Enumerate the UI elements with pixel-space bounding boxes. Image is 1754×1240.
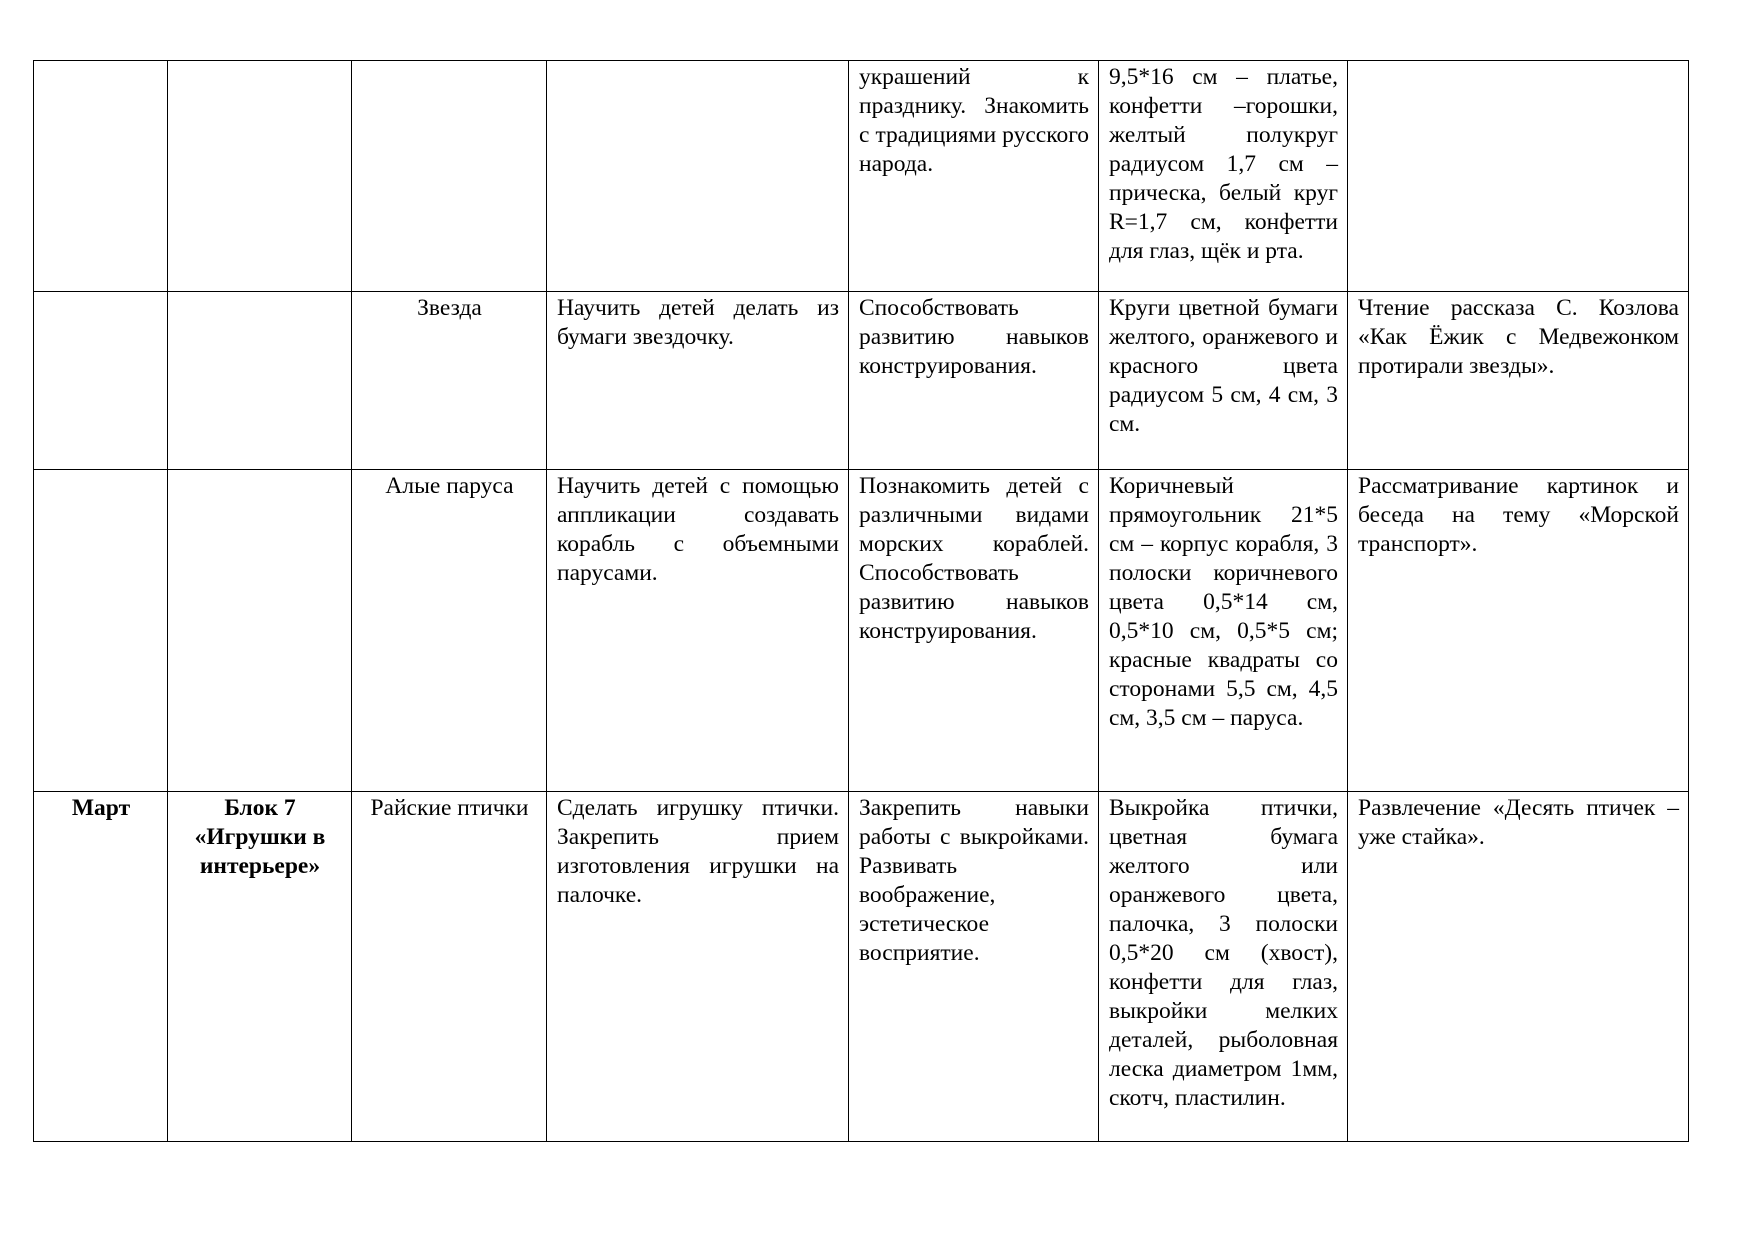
- tasks-cell: украшений к празднику. Знакомить с традициями русского народа.: [849, 61, 1099, 292]
- block-cell: [168, 470, 352, 792]
- tasks-cell: Познакомить детей с различными видами морских кораблей. Способствовать развитию навыков конструирования.: [849, 470, 1099, 792]
- goal-cell: Сделать игрушку птички. Закрепить прием изготовления игрушки на палочке.: [547, 792, 849, 1142]
- topic-cell: Райские птички: [352, 792, 547, 1142]
- month-cell: [34, 61, 168, 292]
- tasks-cell: Закрепить навыки работы с выкройками. Развивать воображение, эстетическое восприятие.: [849, 792, 1099, 1142]
- block-cell: [168, 61, 352, 292]
- block-cell: [168, 792, 352, 1142]
- topic-cell: Алые паруса: [352, 470, 547, 792]
- topic-cell: Звезда: [352, 292, 547, 470]
- goal-cell: Научить детей делать из бумаги звездочку.: [547, 292, 849, 470]
- block-number: Блок 7: [224, 795, 296, 821]
- materials-cell: 9,5*16 см – платье, конфетти –горошки, желтый полукруг радиусом 1,7 см – прическа, белый круг R=1,7 см, конфетти для глаз, щёк и рта.: [1099, 61, 1348, 292]
- materials-cell: Круги цветной бумаги желтого, оранжевого и красного цвета радиусом 5 см, 4 см, 3 см.: [1099, 292, 1348, 470]
- block-cell: [168, 292, 352, 470]
- month-cell: [34, 470, 168, 792]
- activity-cell: [1348, 61, 1689, 292]
- materials-cell: Выкройка птички, цветная бумага желтого или оранжевого цвета, палочка, 3 полоски 0,5*20 см (хвост), конфетти для глаз, выкройки мелких деталей, рыболовная леска диаметром 1мм, скотч, пластилин.: [1099, 792, 1348, 1142]
- month-cell: [34, 292, 168, 470]
- activity-cell: Развлечение «Десять птичек – уже стайка».: [1348, 792, 1689, 1142]
- activity-cell: Рассматривание картинок и беседа на тему «Морской транспорт».: [1348, 470, 1689, 792]
- block-title-line-2: интерьере»: [199, 853, 321, 879]
- lesson-plan-table: [33, 60, 1689, 1142]
- activity-cell: Чтение рассказа С. Козлова «Как Ёжик с Медвежонком протирали звезды».: [1348, 292, 1689, 470]
- table-row: [34, 292, 1689, 470]
- materials-cell: Коричневый прямоугольник 21*5 см – корпус корабля, 3 полоски коричневого цвета 0,5*14 см, 0,5*10 см, 0,5*5 см; красные квадраты со сторонами 5,5 см, 4,5 см, 3,5 см – паруса.: [1099, 470, 1348, 792]
- goal-cell: [547, 61, 849, 292]
- block-title-line-1: «Игрушки в: [194, 824, 326, 850]
- topic-cell: [352, 61, 547, 292]
- goal-cell: Научить детей с помощью аппликации создавать корабль с объемными парусами.: [547, 470, 849, 792]
- table-row: [34, 61, 1689, 292]
- table-row: [34, 792, 1689, 1142]
- table-row: [34, 470, 1689, 792]
- month-cell: Март: [34, 792, 168, 1142]
- tasks-cell: Способствовать развитию навыков конструирования.: [849, 292, 1099, 470]
